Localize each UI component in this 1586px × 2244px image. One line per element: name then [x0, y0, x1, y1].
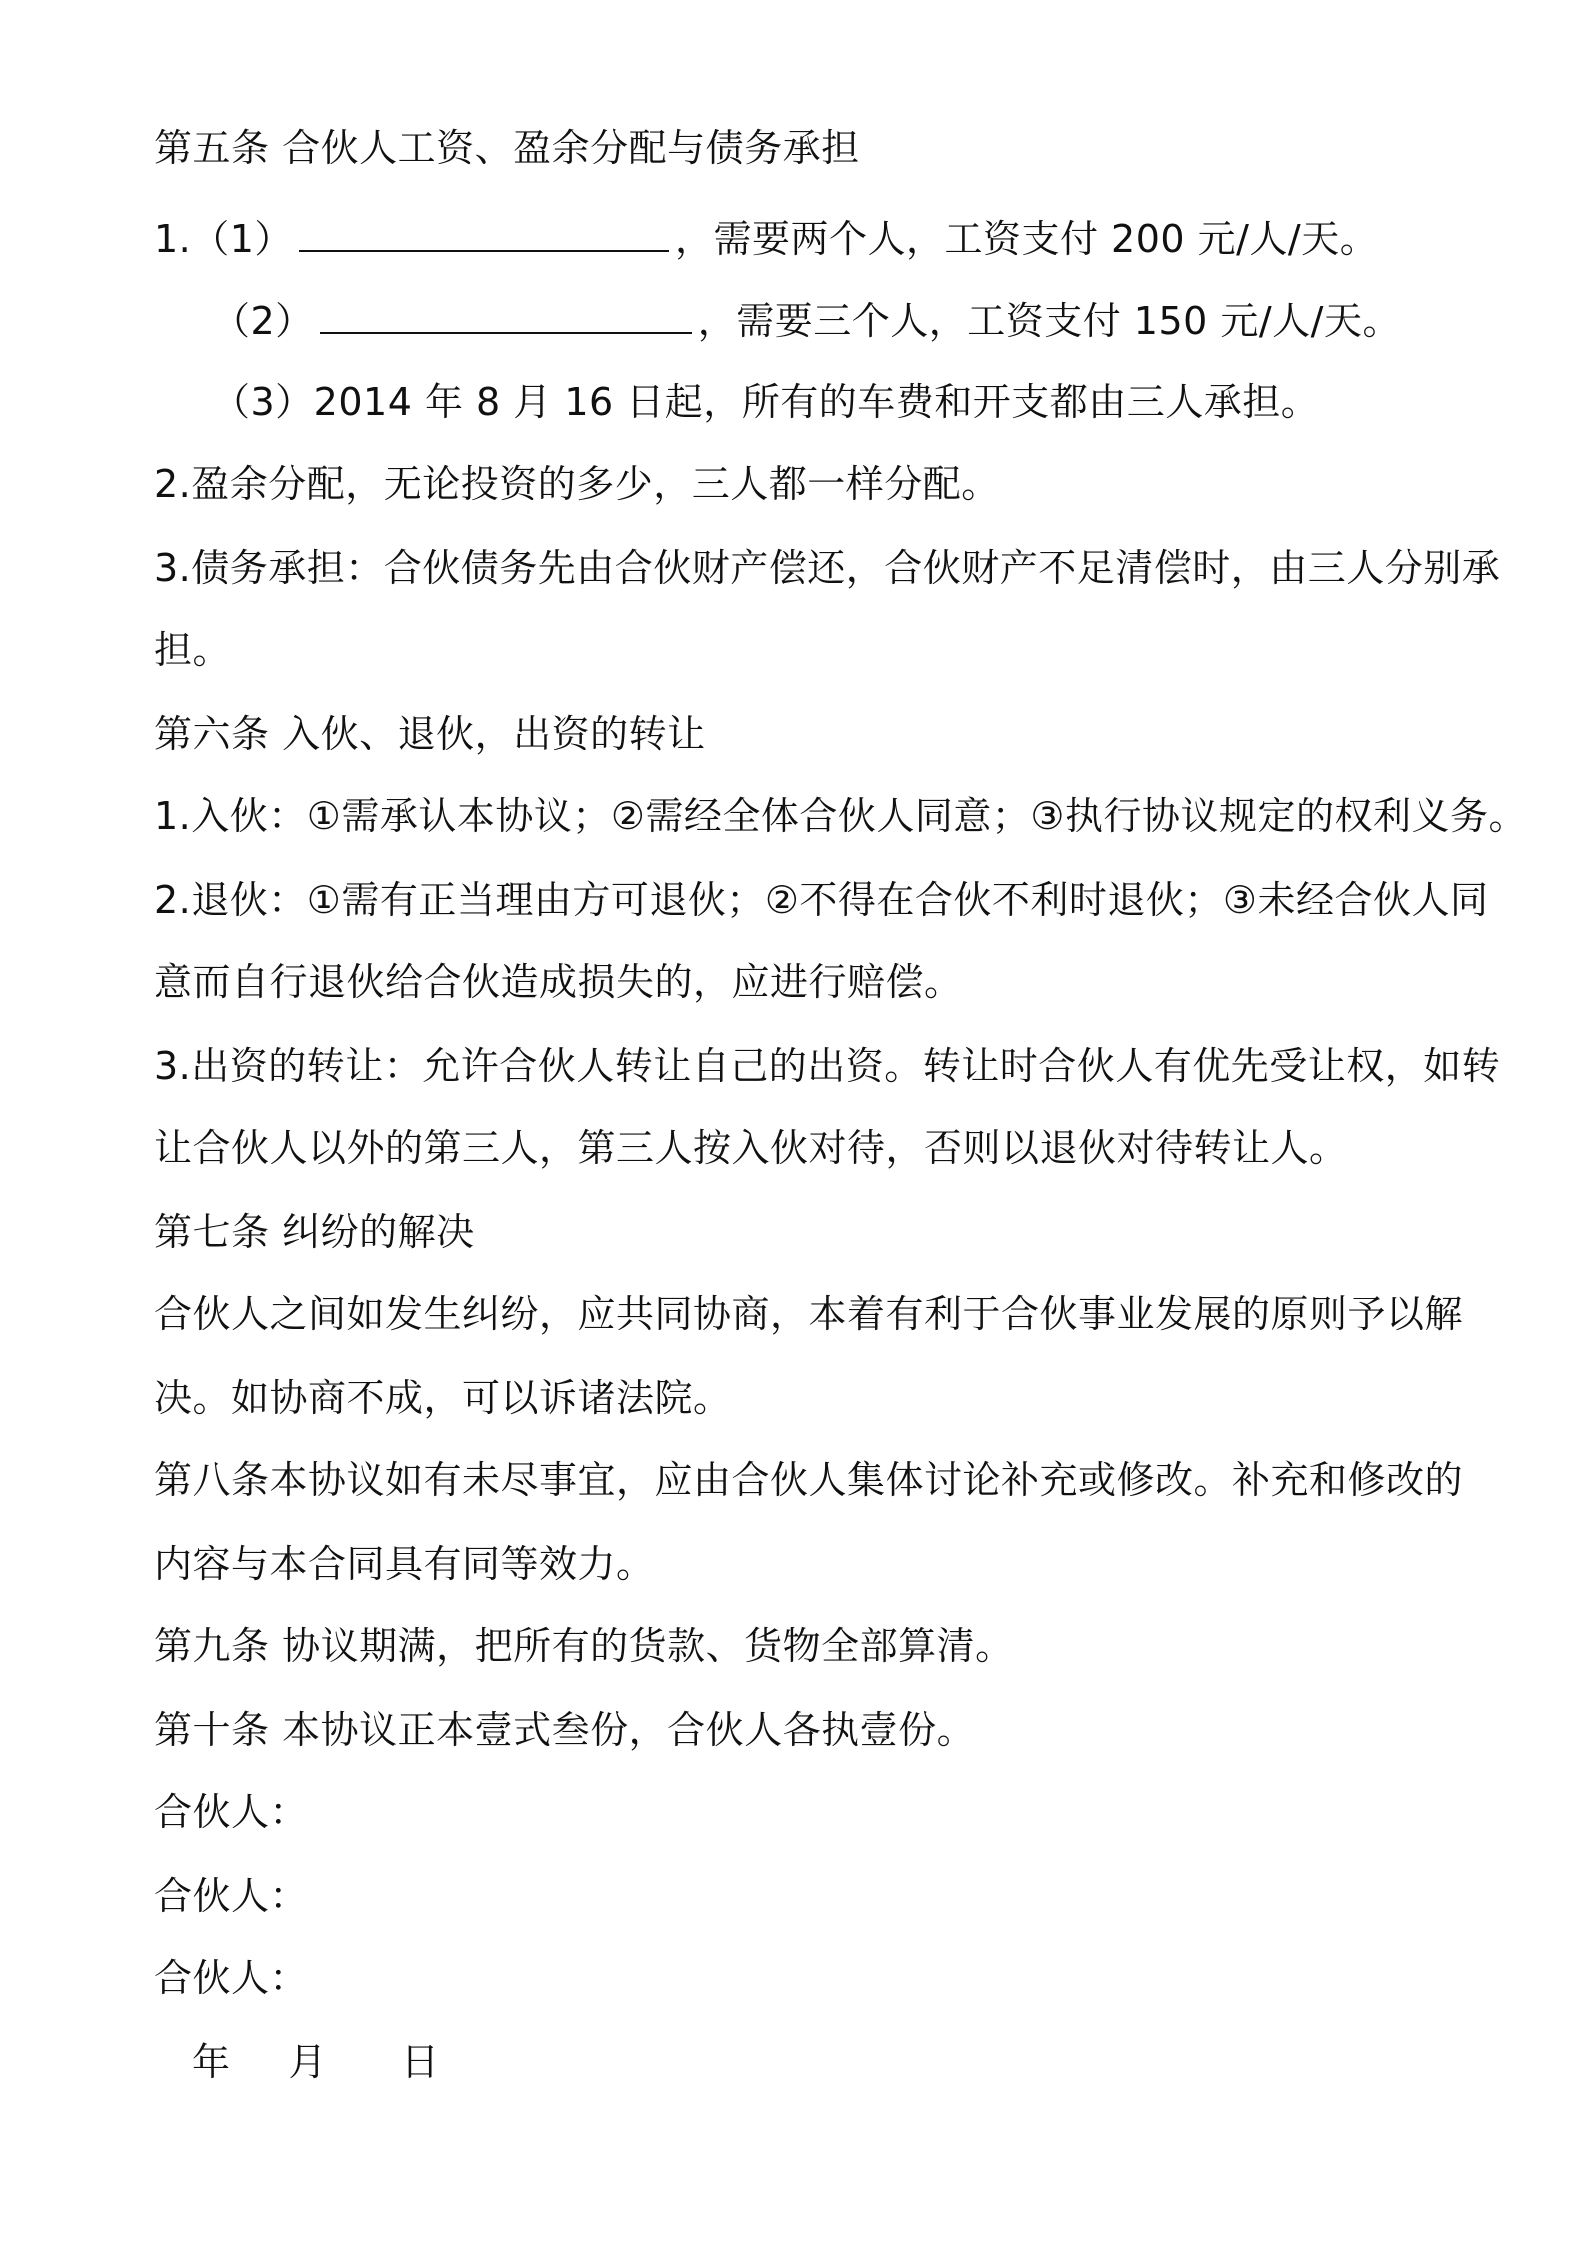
date-year: 年	[192, 2040, 231, 2084]
article7-body-line2: 决。如协商不成，可以诉诸法院。	[154, 1376, 732, 1420]
article6-title: 第六条 入伙、退伙，出资的转让	[154, 712, 706, 756]
article8-line1: 第八条本协议如有未尽事宜，应由合伙人集体讨论补充或修改。补充和修改的	[154, 1458, 1464, 1502]
article6-transfer-line2: 让合伙人以外的第三人，第三人按入伙对待，否则以退伙对待转让人。	[154, 1126, 1348, 1170]
article7-body-line1: 合伙人之间如发生纠纷，应共同协商，本着有利于合伙事业发展的原则予以解	[154, 1292, 1464, 1336]
article5-debt-line1: 3.债务承担：合伙债务先由合伙财产偿还，合伙财产不足清偿时，由三人分别承	[154, 546, 1501, 590]
article5-item2-suffix: ，需要三个人，工资支付 150 元/人/天。	[697, 299, 1401, 343]
article8-line2: 内容与本合同具有同等效力。	[154, 1542, 655, 1586]
article10-text: 第十条 本协议正本壹式叁份，合伙人各执壹份。	[154, 1708, 976, 1752]
article9-text: 第九条 协议期满，把所有的货款、货物全部算清。	[154, 1624, 1014, 1668]
article5-debt-line2: 担。	[154, 628, 232, 672]
date-day: 日	[401, 2040, 440, 2084]
partner-signature-3: 合伙人：	[154, 1956, 309, 2000]
article6-join: 1.入伙：①需承认本协议；②需经全体合伙人同意；③执行协议规定的权利义务。	[154, 794, 1527, 838]
date-line	[192, 2034, 440, 2090]
article7-title: 第七条 纠纷的解决	[154, 1210, 475, 1254]
article6-leave-line1: 2.退伙：①需有正当理由方可退伙；②不得在合伙不利时退伙；③未经合伙人同	[154, 878, 1489, 922]
article5-item1-suffix: ，需要两个人，工资支付 200 元/人/天。	[674, 217, 1379, 261]
date-month: 月	[288, 2040, 328, 2084]
article5-item1-prefix: 1.（1）	[154, 217, 293, 261]
article6-transfer-line1: 3.出资的转让：允许合伙人转让自己的出资。转让时合伙人有优先受让权，如转	[154, 1044, 1501, 1088]
partner-signature-1: 合伙人：	[154, 1790, 309, 1834]
article5-item2-prefix: （2）	[212, 299, 314, 343]
article5-item2	[212, 292, 1401, 349]
article5-item1	[154, 210, 1378, 267]
partner-signature-2: 合伙人：	[154, 1874, 309, 1918]
fill-blank-1[interactable]	[299, 210, 669, 252]
article5-profit: 2.盈余分配，无论投资的多少，三人都一样分配。	[154, 462, 1000, 506]
fill-blank-2[interactable]	[320, 292, 692, 334]
article5-item3: （3）2014 年 8 月 16 日起，所有的车费和开支都由三人承担。	[212, 380, 1320, 424]
article6-leave-line2: 意而自行退伙给合伙造成损失的，应进行赔偿。	[154, 960, 963, 1004]
article5-title: 第五条 合伙人工资、盈余分配与债务承担	[154, 126, 860, 170]
